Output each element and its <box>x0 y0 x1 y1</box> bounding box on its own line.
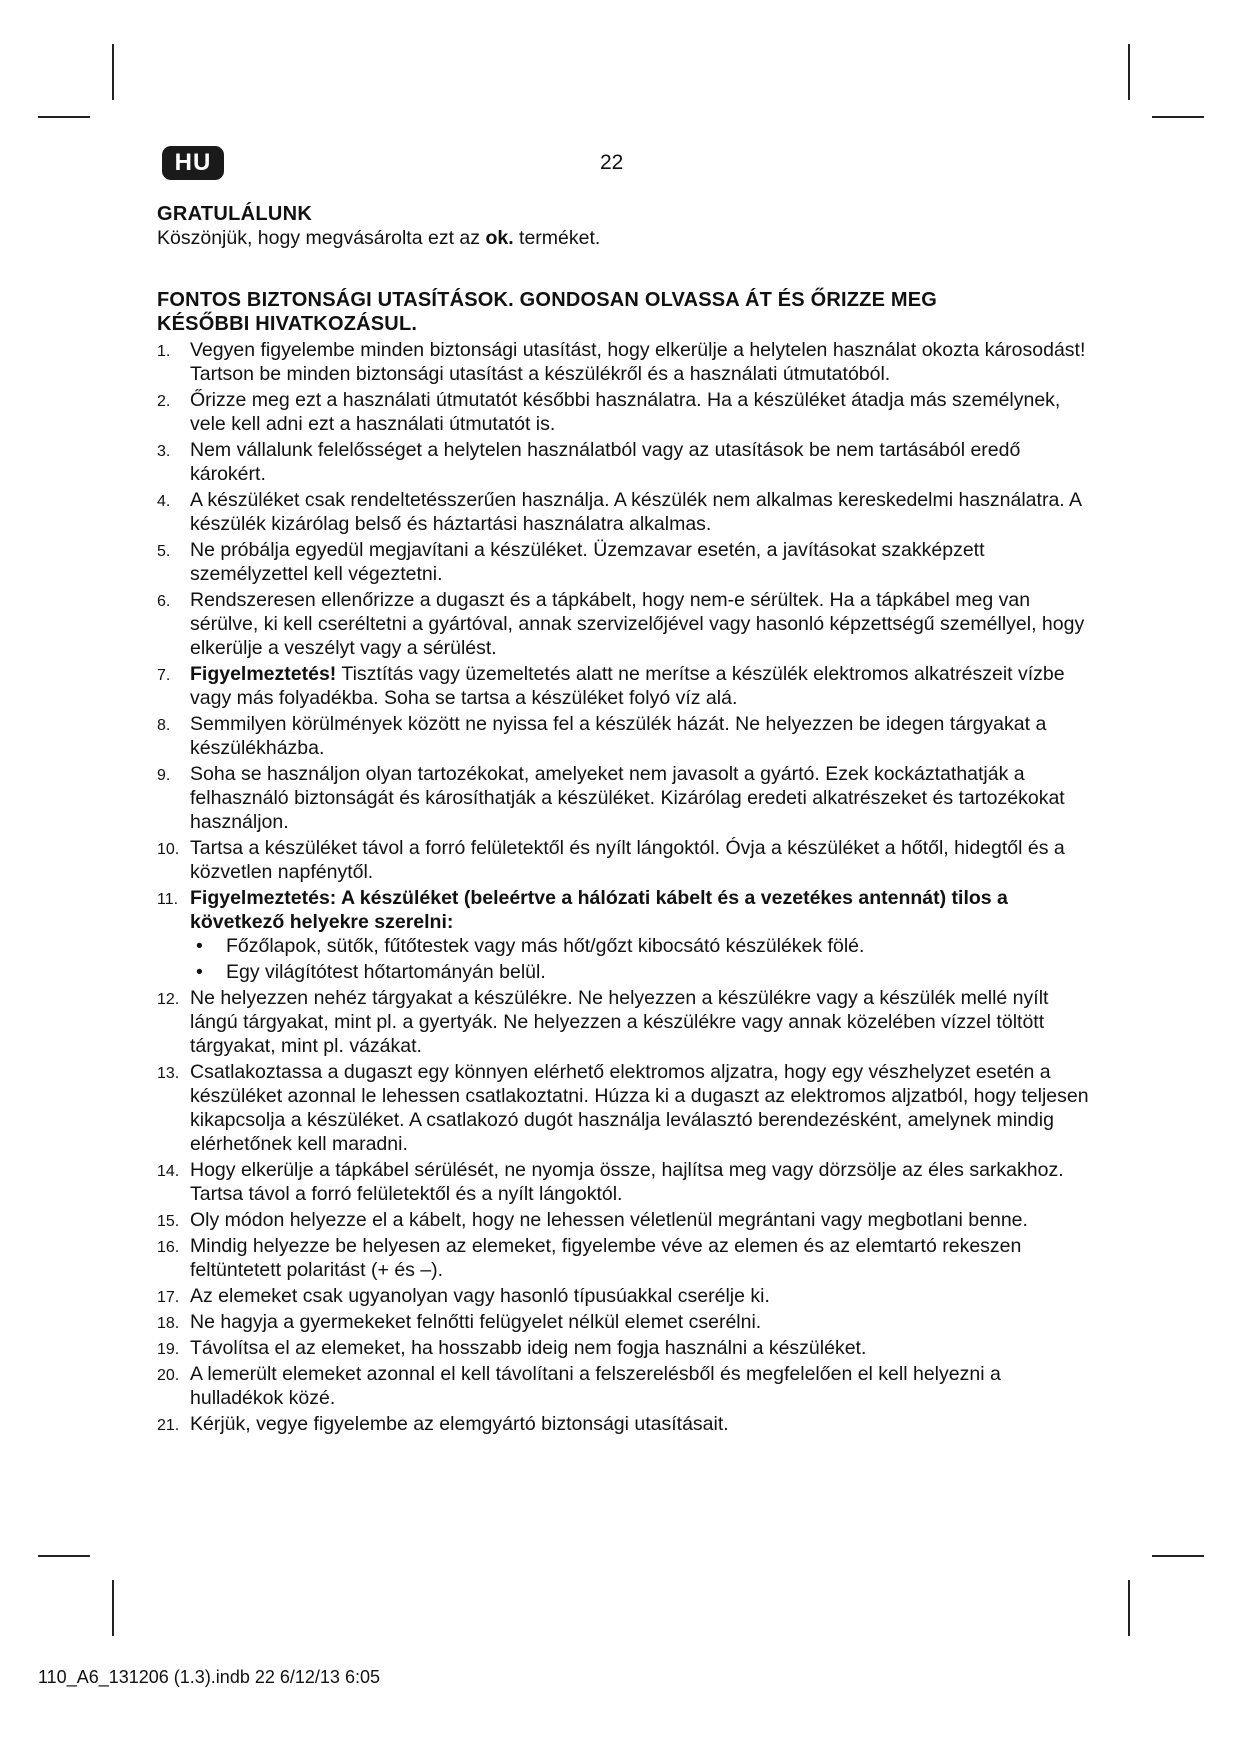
list-item <box>157 538 1097 586</box>
list-item <box>157 1336 1097 1360</box>
sub-item-text: Főzőlapok, sütők, fűtőtestek vagy más hőt/gőzt kibocsátó készülékek fölé. <box>226 935 865 957</box>
list-item <box>157 588 1097 660</box>
item-number: 9. <box>157 767 171 784</box>
bullet-icon: • <box>196 935 203 957</box>
item-text: Rendszeresen ellenőrizze a dugaszt és a tápkábelt, hogy nem-e sérültek. Ha a tápkábel meg van sérülve, ki kell cseréltetni a gyártóval, annak szervizelőjével vagy hasonló képzettségű személlyel, hogy elkerülje a veszélyt vagy a sérülést. <box>190 589 1085 659</box>
item-text: Őrizze meg ezt a használati útmutatót későbbi használatra. Ha a készüléket átadja más személynek, vele kell adni ezt a használati útmutatót is. <box>190 389 1061 435</box>
item-text: Mindig helyezze be helyesen az elemeket, figyelembe véve az elemen és az elemtartó rekeszen feltüntetett polaritást (+ és –). <box>190 1235 1022 1281</box>
language-badge: HU <box>162 146 224 180</box>
sub-list-item <box>190 934 1097 958</box>
congrats-text-before: Köszönjük, hogy megvásárolta ezt az <box>157 227 486 249</box>
item-text: Nem vállalunk felelősséget a helytelen használatból vagy az utasítások be nem tartásából eredő károkért. <box>190 439 1021 485</box>
item-number: 2. <box>157 393 171 410</box>
safety-title-line-2: KÉSŐBBI HIVATKOZÁSUL. <box>157 313 418 335</box>
item-number: 8. <box>157 717 171 734</box>
item-number: 16. <box>157 1239 180 1256</box>
safety-title <box>157 288 1097 336</box>
list-item <box>157 1158 1097 1206</box>
item-text: A készüléket csak rendeltetésszerűen használja. A készülék nem alkalmas kereskedelmi használatra. A készülék kizárólag belső és háztartási használatra alkalmas. <box>190 489 1081 535</box>
item-number: 21. <box>157 1417 180 1434</box>
item-number: 6. <box>157 593 171 610</box>
brand-name: ok. <box>485 227 514 249</box>
crop-mark-top-right-vertical <box>1128 44 1130 100</box>
item-text <box>190 662 1097 710</box>
item-number: 17. <box>157 1289 180 1306</box>
list-item <box>157 1412 1097 1436</box>
sub-item-text: Egy világítótest hőtartományán belül. <box>226 961 546 983</box>
slug-datetime: 6/12/13 6:05 <box>279 1667 380 1687</box>
item-text: Az elemeket csak ugyanolyan vagy hasonló típusúakkal cserélje ki. <box>190 1285 770 1307</box>
sub-list <box>190 934 1097 984</box>
congrats-text <box>157 226 1097 250</box>
item-number: 18. <box>157 1315 180 1332</box>
item-text: Kérjük, vegye figyelembe az elemgyártó biztonsági utasításait. <box>190 1413 729 1435</box>
item-text: Ne helyezzen nehéz tárgyakat a készülékre. Ne helyezzen a készülékre vagy a készülék mellé nyílt lángú tárgyakat, mint pl. a gyertyák. Ne helyezzen a készülékre vagy annak közelében vízzel töltött tárgyakat, mint pl. vázákat. <box>190 987 1049 1057</box>
list-item <box>157 338 1097 386</box>
safety-title-line-1: FONTOS BIZTONSÁGI UTASÍTÁSOK. GONDOSAN OLVASSA ÁT ÉS ŐRIZZE MEG <box>157 289 938 311</box>
list-item <box>157 712 1097 760</box>
list-item <box>157 986 1097 1058</box>
item-text: Figyelmeztetés: A készüléket (beleértve a hálózati kábelt és a vezetékes antennát) tilos a következő helyekre szerelni: <box>190 887 1008 933</box>
list-item <box>157 1310 1097 1334</box>
item-text: Tartsa a készüléket távol a forró felületektől és nyílt lángoktól. Óvja a készüléket a hőtől, hidegtől és a közvetlen napfénytől. <box>190 837 1065 883</box>
item-number: 11. <box>157 891 179 908</box>
crop-mark-bottom-left-horizontal <box>38 1555 90 1557</box>
item-text: Oly módon helyezze el a kábelt, hogy ne lehessen véletlenül megrántani vagy megbotlani benne. <box>190 1209 1028 1231</box>
list-item <box>157 886 1097 984</box>
congrats-text-after: terméket. <box>513 227 601 249</box>
item-text: Ne hagyja a gyermekeket felnőtti felügyelet nélkül elemet cserélni. <box>190 1311 762 1333</box>
document-body <box>157 202 1097 1438</box>
item-number: 4. <box>157 493 171 510</box>
crop-mark-top-right-horizontal <box>1152 116 1204 118</box>
list-item <box>157 1284 1097 1308</box>
item-number: 15. <box>157 1213 180 1230</box>
item-number: 14. <box>157 1163 180 1180</box>
list-item <box>157 762 1097 834</box>
list-item <box>157 488 1097 536</box>
item-text: Csatlakoztassa a dugaszt egy könnyen elérhető elektromos aljzatra, hogy egy vészhelyzet esetén a készüléket azonnal le lehessen csatlakoztatni. Húzza ki a dugaszt az elektromos aljzatból, hogy teljesen kikapcsolja a készüléket. A csatlakozó dugót használja leválasztó berendezésként, amelynek mindig elérhetőnek kell maradni. <box>190 1061 1089 1155</box>
page-number: 22 <box>600 151 624 174</box>
item-number: 1. <box>157 343 171 360</box>
list-item <box>157 1208 1097 1232</box>
list-item <box>157 836 1097 884</box>
item-number: 5. <box>157 543 171 560</box>
item-text: Távolítsa el az elemeket, ha hosszabb ideig nem fogja használni a készüléket. <box>190 1337 867 1359</box>
crop-mark-bottom-right-vertical <box>1128 1580 1130 1636</box>
item-number: 13. <box>157 1065 180 1082</box>
crop-mark-bottom-left-vertical <box>112 1580 114 1636</box>
item-text: Ne próbálja egyedül megjavítani a készüléket. Üzemzavar esetén, a javításokat szakképzett személyzettel kell végeztetni. <box>190 539 985 585</box>
crop-mark-top-left-vertical <box>112 44 114 100</box>
item-number: 20. <box>157 1367 180 1384</box>
item-text: A lemerült elemeket azonnal el kell távolítani a felszerelésből és megfelelően el kell helyezni a hulladékok közé. <box>190 1363 1001 1409</box>
item-text: Hogy elkerülje a tápkábel sérülését, ne nyomja össze, hajlítsa meg vagy dörzsölje az éles sarkakhoz. Tartsa távol a forró felületektől és a nyílt lángoktól. <box>190 1159 1064 1205</box>
sub-list-item <box>190 960 1097 984</box>
crop-mark-bottom-right-horizontal <box>1152 1555 1204 1557</box>
list-item <box>157 1060 1097 1156</box>
safety-instructions-list <box>157 338 1097 1436</box>
item-text: Semmilyen körülmények között ne nyissa fel a készülék házát. Ne helyezzen be idegen tárgyakat a készülékházba. <box>190 713 1047 759</box>
item-number: 3. <box>157 443 171 460</box>
slug-file: 110_A6_131206 (1.3).indb 22 <box>38 1667 275 1687</box>
item-number: 19. <box>157 1341 180 1358</box>
list-item <box>157 1362 1097 1410</box>
list-item <box>157 388 1097 436</box>
item-text: Vegyen figyelembe minden biztonsági utasítást, hogy elkerülje a helytelen használat okozta károsodást! Tartson be minden biztonsági utasítást a készülékről és a használati útmutatóból. <box>190 339 1086 385</box>
item-number: 12. <box>157 991 180 1008</box>
print-slug <box>38 1666 380 1688</box>
item-text: Soha se használjon olyan tartozékokat, amelyeket nem javasolt a gyártó. Ezek kockáztathatják a felhasználó biztonságát és károsíthatják a készüléket. Kizárólag eredeti alkatrészeket és tartozékokat használjon. <box>190 763 1065 833</box>
list-item <box>157 438 1097 486</box>
list-item <box>157 662 1097 710</box>
list-item <box>157 1234 1097 1282</box>
bullet-icon: • <box>196 961 203 983</box>
warning-label: Figyelmeztetés! <box>190 663 337 685</box>
congrats-title: GRATULÁLUNK <box>157 203 313 225</box>
item-number: 7. <box>157 667 171 684</box>
item-text-body: Tisztítás vagy üzemeltetés alatt ne merítse a készülék elektromos alkatrészeit vízbe vagy más folyadékba. Soha se tartsa a készüléket folyó víz alá. <box>190 663 1065 709</box>
item-number: 10. <box>157 841 180 858</box>
crop-mark-top-left-horizontal <box>38 116 90 118</box>
